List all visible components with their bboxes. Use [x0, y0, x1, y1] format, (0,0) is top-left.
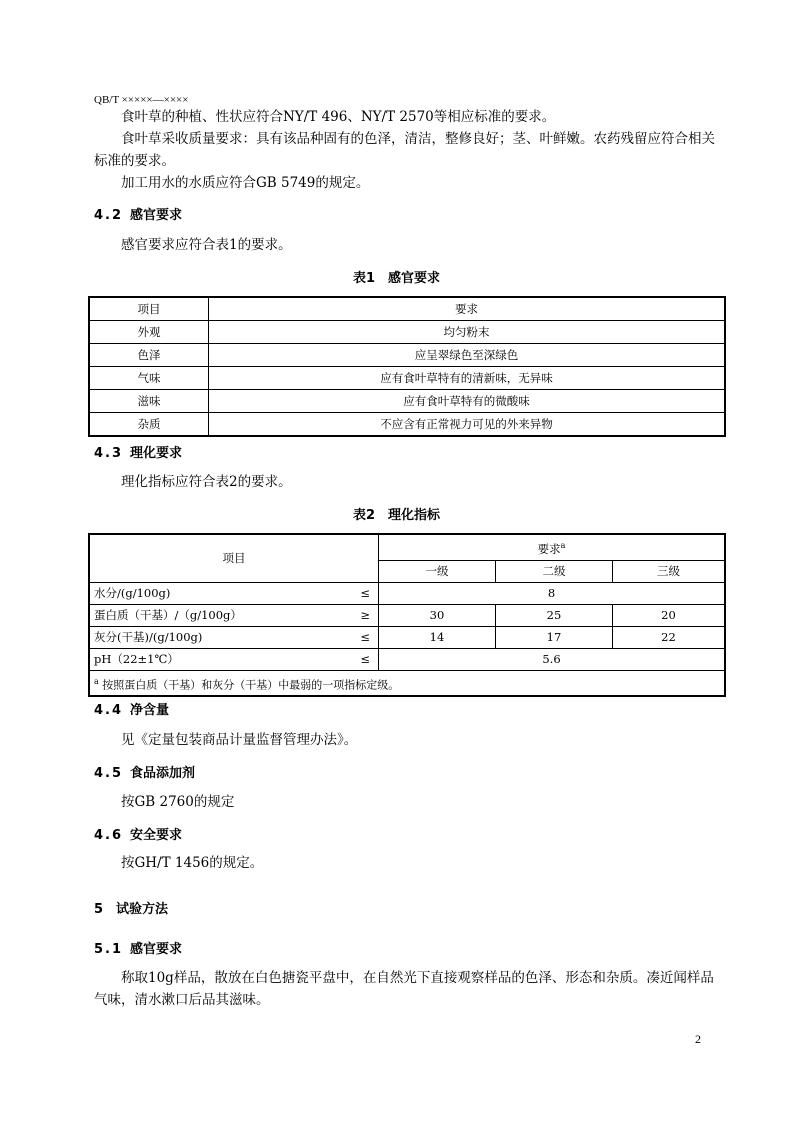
- cell-value-grade-1: 14: [379, 626, 496, 648]
- section-4-4-body: 见《定量包装商品计量监督管理办法》。: [121, 732, 358, 748]
- section-4-5-heading: [94, 762, 195, 781]
- cell-item: [89, 626, 379, 648]
- section-number: 4.4: [94, 703, 124, 718]
- table2-caption: 表2 理化指标: [352, 508, 441, 523]
- section-5-1-heading: [94, 938, 182, 957]
- cell-requirement: 应有食叶草特有的微酸味: [209, 390, 726, 413]
- cell-requirement: 不应含有正常视力可见的外来异物: [209, 413, 726, 437]
- section-title: 感官要求: [130, 208, 183, 223]
- section-number: 5: [94, 902, 106, 917]
- section-title: 食品添加剂: [130, 766, 196, 781]
- section-title: 感官要求: [130, 942, 183, 957]
- table-row: [89, 648, 725, 670]
- section-4-3-body: 理化指标应符合表2的要求。: [121, 474, 292, 490]
- table-row: [89, 367, 725, 390]
- cell-value-grade-3: 20: [613, 604, 726, 626]
- section-4-6-body: 按GH/T 1456的规定。: [121, 855, 264, 871]
- section-title: 理化要求: [130, 446, 183, 461]
- cell-item: [89, 582, 379, 604]
- section-4-3-heading: [94, 442, 182, 461]
- item-label: 蛋白质（干基）/（g/100g）: [94, 607, 242, 622]
- table-footnote: [89, 670, 725, 696]
- section-number: 5.1: [94, 942, 124, 957]
- item-label: pH（22±1℃）: [94, 651, 179, 666]
- cell-requirement: 均匀粉末: [209, 321, 726, 344]
- table-row: [89, 321, 725, 344]
- cell-item: 色泽: [89, 344, 209, 367]
- cell-item: 气味: [89, 367, 209, 390]
- cell-value-grade-2: 17: [496, 626, 613, 648]
- footnote-marker: a: [94, 676, 99, 686]
- item-label: 灰分(干基)/(g/100g): [94, 629, 203, 644]
- table1-caption: 表1 感官要求: [352, 271, 441, 286]
- section-number: 4.5: [94, 766, 124, 781]
- table-row: [89, 390, 725, 413]
- page-number: 2: [695, 1032, 701, 1046]
- cell-item: 滋味: [89, 390, 209, 413]
- table-header-row: [89, 297, 725, 321]
- section-4-5-body: 按GB 2760的规定: [121, 794, 235, 810]
- section-4-6-heading: [94, 824, 182, 843]
- cell-value-grade-1: 30: [379, 604, 496, 626]
- grade-3-header: 三级: [613, 560, 726, 582]
- column-header-requirement: [379, 534, 726, 560]
- footnote-text: 按照蛋白质（干基）和灰分（干基）中最弱的一项指标定级。: [102, 678, 400, 692]
- footnote-marker: a: [560, 541, 566, 550]
- sensory-requirements-table: [88, 296, 726, 437]
- column-header-requirement: 要求: [209, 297, 726, 321]
- grade-2-header: 二级: [496, 560, 613, 582]
- paragraph-planting: 食叶草的种植、性状应符合NY/T 496、NY/T 2570等相应标准的要求。: [121, 109, 556, 125]
- section-4-4-heading: [94, 699, 169, 718]
- section-number: 4.3: [94, 446, 124, 461]
- table-row: [89, 582, 725, 604]
- table-row: [89, 344, 725, 367]
- column-header-item: 项目: [89, 534, 379, 582]
- cell-item: 杂质: [89, 413, 209, 437]
- cell-value-grade-2: 25: [496, 604, 613, 626]
- physicochemical-table: [88, 533, 726, 697]
- cell-requirement: 应呈翠绿色至深绿色: [209, 344, 726, 367]
- section-4-2-body: 感官要求应符合表1的要求。: [121, 237, 292, 253]
- cell-value-merged: 8: [379, 582, 726, 604]
- section-number: 4.2: [94, 208, 124, 223]
- section-4-2-heading: [94, 204, 182, 223]
- section-5-heading: [94, 898, 168, 917]
- section-5-1-body: 称取10g样品，散放在白色搪瓷平盘中，在自然光下直接观察样品的色泽、形态和杂质。凑近闻样品气味，清水漱口后品其滋味。: [94, 970, 714, 1008]
- comparison-symbol: ≤: [360, 629, 370, 644]
- table-note-row: [89, 670, 725, 696]
- item-label: 水分/(g/100g): [94, 585, 171, 600]
- cell-requirement: 应有食叶草特有的清新味，无异味: [209, 367, 726, 390]
- comparison-symbol: ≥: [360, 607, 370, 622]
- section-title: 安全要求: [130, 828, 183, 843]
- document-header: QB/T ×××××—××××: [94, 94, 189, 106]
- table-header-row: [89, 534, 725, 560]
- cell-item: [89, 648, 379, 670]
- column-header-item: 项目: [89, 297, 209, 321]
- cell-value-merged: 5.6: [379, 648, 726, 670]
- comparison-symbol: ≤: [360, 651, 370, 666]
- table-row: [89, 604, 725, 626]
- grade-1-header: 一级: [379, 560, 496, 582]
- cell-item: 外观: [89, 321, 209, 344]
- cell-item: [89, 604, 379, 626]
- section-number: 4.6: [94, 828, 124, 843]
- section-title: 净含量: [130, 703, 170, 718]
- comparison-symbol: ≤: [360, 585, 370, 600]
- requirement-label: 要求: [537, 541, 561, 556]
- table-row: [89, 626, 725, 648]
- paragraph-harvest: 食叶草采收质量要求：具有该品种固有的色泽，清洁，整修良好；茎、叶鲜嫩。农药残留应符合相关标准的要求。: [94, 131, 715, 169]
- paragraph-water: 加工用水的水质应符合GB 5749的规定。: [121, 175, 370, 191]
- section-title: 试验方法: [116, 902, 169, 917]
- table-row: [89, 413, 725, 437]
- cell-value-grade-3: 22: [613, 626, 726, 648]
